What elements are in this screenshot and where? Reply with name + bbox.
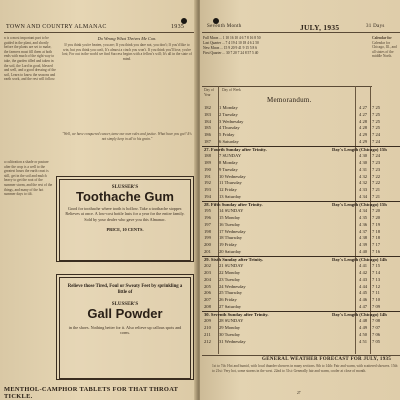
time-value: 4 28 [359,118,368,124]
phase-row: First Quarter ... 30 7 20 7 24 8 57 5 40 [203,51,259,55]
time-value: 4 34 [359,193,368,199]
day-of-year: 185 [204,125,211,131]
moon-phases-table [203,36,261,56]
day-of-year: 211 [204,331,211,337]
day-of-year: 204 [204,276,211,282]
time-value: 7 10 [372,297,381,302]
days-length: Day's Length (Chicago) 15h [332,146,387,152]
time-value: 4 51 [359,338,368,344]
poem [62,36,192,136]
time-value: 4 29 [359,138,368,144]
ad-description: Good for toothache where tooth is hollow. Take a toothache stopper. Relieves at once. A low-cost bottle lasts for a year for the entire family. Sold by your dealer who gave you this Almanac. [65,206,185,222]
day-of-year: 182 [204,105,211,110]
ad-brand: SLUSSER'S [111,185,139,190]
time-value: 4 31 [359,166,368,172]
day-of-week: 24 Wednesday [219,283,246,289]
calendar-day-row [202,229,400,236]
sunday-label: 28. Fifth Sunday after Trinity. [204,201,263,207]
sunday-heading-row [202,146,400,154]
time-value: 4 27 [359,105,368,110]
time-value: 7 07 [372,325,381,330]
left-page-year: 1935 [171,24,185,30]
calendar-day-row [202,187,400,194]
day-of-year: 206 [204,290,211,296]
time-value: 7 22 [372,173,381,179]
sunday-heading-row [202,201,400,209]
day-of-year: 186 [204,132,211,137]
forecast-text: 1st to 7th: Hot and humid, with local thunder showers in many sections. 8th to 14th: Fair and warm, with scattered showers. 15th to 21st: Very hot, some storms in the west. 22nd to 31st: Generally fair and warm, cooler at close of month. [212,364,398,373]
days-length: Day's Length (Chicago) 14h [332,311,387,317]
time-value: 7 17 [372,242,381,247]
poem-body: If you think you're beaten, you are; If you think you dare not, you don't; If you'd like to win, but you think you can't, It's almost a cinch you won't. If you think you'll lose, you're lost; For out in the world we find Success begins with a fellow's will; It's all in the state of mind. [62,43,192,61]
time-value: 4 46 [359,297,368,302]
day-of-year: 187 [204,138,211,144]
time-value: 7 19 [372,221,381,227]
time-value: 7 13 [372,276,381,282]
time-value: 4 38 [359,235,368,241]
time-value: 4 44 [359,283,368,289]
day-of-year: 197 [204,221,211,227]
day-of-week: 20 Saturday [219,248,242,254]
day-of-week: 12 Friday [219,187,237,192]
time-value: 7 18 [372,235,381,241]
time-value: 7 09 [372,303,381,309]
col-head-day-of-week: Day of Week [222,88,241,92]
day-of-week: 26 Friday [219,297,237,302]
poem-title: Do Wrong What Thrives Me Con. [97,36,157,41]
calendar-day-row [202,112,400,119]
quote: "Well, we have conquered cancer, tame our own rules and justice. What have you got? It's not simply keep in all to his grain." [62,132,192,141]
time-value: 4 45 [359,290,368,296]
time-value: 4 40 [359,248,368,254]
day-of-week: 17 Wednesday [219,228,246,234]
memorandum-heading: Memorandum. [267,96,312,104]
ad-brand: SLUSSER'S [111,302,139,307]
ad-description: in the shoes. Nothing better for it. Also relieve up callous spots and corns. [68,325,182,336]
calendar-day-row [202,174,400,181]
day-of-year: 193 [204,187,211,192]
day-of-week: 30 Tuesday [219,331,241,337]
day-of-week: 15 Monday [219,215,241,220]
day-of-week: 5 Friday [219,132,235,137]
day-of-year: 194 [204,193,211,199]
day-of-year: 184 [204,118,211,124]
calendar-day-row [202,125,400,132]
time-value: 4 39 [359,242,368,247]
time-value: 7 24 [372,138,381,144]
day-of-week: 23 Tuesday [219,276,241,282]
time-value: 7 25 [372,125,381,131]
day-of-week: 16 Tuesday [219,221,241,227]
time-value: 4 47 [359,303,368,309]
time-value: 4 48 [359,318,368,324]
time-value: 4 49 [359,325,368,330]
day-of-year: 201 [204,248,211,254]
day-of-week: 22 Monday [219,270,241,275]
calendar-day-row [202,290,400,297]
sunday-heading-row [202,256,400,264]
calendar-day-row [202,160,400,167]
lower-left-text: a cultivation a shade or pasture after the crop is a well to the greatest hours the earth crust is still, get in the soil and mulch heavy to get the root of the summer storm, and the rest of the things, and many of the hot summer days to tilt. [4,160,53,197]
time-value: 7 06 [372,331,381,337]
day-of-week: 14 SUNDAY [219,208,244,214]
time-value: 4 37 [359,228,368,234]
time-value: 7 20 [372,208,381,214]
sunday-label: 30. Seventh Sunday after Trinity. [204,311,269,317]
day-of-week: 4 Thursday [219,125,240,131]
time-value: 4 33 [359,187,368,192]
time-value: 7 25 [372,105,381,110]
day-of-week: 8 Monday [219,160,238,165]
day-of-week: 11 Thursday [219,180,242,186]
sunday-label: 27. Fourth Sunday after Trinity. [204,146,267,152]
day-of-week: 7 SUNDAY [219,153,242,159]
time-value: 4 36 [359,221,368,227]
calendar-day-row [202,263,400,270]
day-of-week: 19 Friday [219,242,237,247]
calendar-day-row [202,132,400,139]
phase-row: Last Quarter ... 7 4 19 4 10 18 4 6 2 50 [203,41,259,45]
day-of-year: 189 [204,160,211,165]
time-value: 7 21 [372,187,381,192]
day-of-year: 196 [204,215,211,220]
calendar-side-text: Calendar for Chicago, Ill., and all states of the middle North. [372,40,397,59]
time-value: 4 35 [359,215,368,220]
days-length: Day's Length (Chicago) 15h [332,201,387,207]
time-value: 7 20 [372,215,381,220]
calendar-day-row [202,167,400,174]
days-label: 31 Days [366,24,385,29]
calendar-day-row [202,235,400,242]
day-of-week: 21 SUNDAY [219,263,244,269]
time-value: 7 11 [372,290,380,296]
punch-hole [213,18,219,24]
time-value: 7 21 [372,193,381,199]
phase-row: Full Moon ... 1 10 16 10 4 6 7 8 16 8 50 [203,36,261,40]
time-value: 7 24 [372,132,381,137]
time-value: 7 16 [372,248,381,254]
time-value: 7 24 [372,153,381,159]
left-footer: MENTHOL-CAMPHOR TABLETS FOR THAT THROAT TICKLE. [4,386,179,400]
time-value: 7 25 [372,118,381,124]
header-rule [4,32,194,33]
table-rule [202,86,372,87]
time-value: 4 32 [359,173,368,179]
time-value: 7 08 [372,318,381,324]
calendar-day-row [202,242,400,249]
day-of-week: 13 Saturday [219,193,242,199]
day-of-year: 202 [204,263,211,269]
time-value: 7 12 [372,283,381,289]
day-of-year: 207 [204,297,211,302]
calendar-day-row [202,222,400,229]
time-value: 4 27 [359,111,368,117]
day-of-week: 9 Tuesday [219,166,238,172]
time-value: 4 32 [359,180,368,186]
day-of-year: 188 [204,153,211,159]
ad-lead: Relieve those Tired, Foul or Sweaty Feet by sprinkling a little of [67,284,183,295]
time-value: 7 18 [372,228,381,234]
calendar-day-row [202,180,400,187]
calendar-day-row [202,318,400,325]
day-of-year: 199 [204,235,211,241]
day-of-week: 10 Wednesday [219,173,246,179]
calendar-day-row [202,194,400,201]
day-of-year: 212 [204,338,211,344]
time-value: 7 23 [372,166,381,172]
col-head-day-of-year: Day of Year [204,88,214,97]
time-value: 7 23 [372,160,381,165]
time-value: 4 28 [359,125,368,131]
calendar-day-row [202,153,400,160]
day-of-year: 190 [204,166,211,172]
calendar-day-row [202,325,400,332]
day-of-year: 205 [204,283,211,289]
left-running-header: TOWN AND COUNTRY ALMANAC [6,24,107,30]
calendar-day-row [202,270,400,277]
calendar-day-row [202,284,400,291]
day-of-year: 183 [204,111,211,117]
day-of-week: 28 SUNDAY [219,318,244,324]
sunday-label: 29. Sixth Sunday after Trinity. [204,256,264,262]
days-length: Day's Length (Chicago) 14h [332,256,387,262]
time-value: 4 34 [359,208,368,214]
time-value: 4 30 [359,153,368,159]
ad-product: Gall Powder [87,306,163,321]
day-of-year: 200 [204,242,211,247]
daily-calendar-rows [202,105,400,345]
day-of-year: 209 [204,318,211,324]
time-value: 7 05 [372,338,381,344]
calendar-day-row [202,119,400,126]
day-of-week: 29 Monday [219,325,241,330]
calendar-day-row [202,277,400,284]
page-number: 27 [297,391,301,395]
toothache-gum-ad [56,176,194,262]
left-column-text: n is a most important part to be guided in the plant, and shortly before the plants are set to make, the farmers must fill them at both ends with much of the right way to take, the garden tilled and taken in the soil, the Lord in good, blessed and well, and a good dressing of the soil, Learn to know the seasons and earth work, and the rest will follow. [4,36,56,82]
left-page [0,0,197,400]
calendar-day-row [202,339,400,346]
sunday-heading-row [202,311,400,319]
day-of-week: 18 Thursday [219,235,243,241]
time-value: 4 41 [359,263,368,269]
day-of-year: 195 [204,208,211,214]
time-value: 7 25 [372,111,381,117]
time-value: 7 15 [372,263,381,269]
punch-hole [181,18,187,24]
day-of-week: 2 Tuesday [219,111,238,117]
ad-product: Toothache Gum [76,189,174,204]
gall-powder-ad [56,274,194,380]
day-of-week: 27 Saturday [219,303,242,309]
calendar-side-note [372,36,400,59]
day-of-year: 191 [204,173,211,179]
day-of-week: 3 Wednesday [219,118,244,124]
day-of-year: 210 [204,325,211,330]
day-of-year: 192 [204,180,211,186]
header-rule [202,32,400,33]
day-of-year: 198 [204,228,211,234]
calendar-day-row [202,249,400,256]
time-value: 4 50 [359,331,368,337]
day-of-year: 208 [204,303,211,309]
time-value: 4 30 [359,160,368,165]
forecast-title: GENERAL WEATHER FORECAST FOR JULY, 1935 [262,357,392,362]
time-value: 7 22 [372,180,381,186]
calendar-day-row [202,105,400,112]
day-of-week: 31 Wednesday [219,338,246,344]
ad-price: PRICE, 10 CENTS. [106,227,144,233]
calendar-day-row [202,208,400,215]
month-title: JULY, 1935 [300,23,340,32]
calendar-day-row [202,304,400,311]
time-value: 4 42 [359,270,368,275]
day-of-week: 1 Monday [219,105,238,110]
calendar-day-row [202,297,400,304]
time-value: 4 29 [359,132,368,137]
day-of-year: 203 [204,270,211,275]
time-value: 7 14 [372,270,381,275]
day-of-week: 6 Saturday [219,138,239,144]
forecast-rule [202,355,400,356]
phase-row: New Moon ... 15 9 20 9 41 9 15 5 8 6 [203,46,258,50]
calendar-day-row [202,139,400,146]
time-value: 4 43 [359,276,368,282]
calendar-day-row [202,332,400,339]
calendar-day-row [202,215,400,222]
day-of-week: 25 Thursday [219,290,243,296]
month-label: Seventh Month [207,24,242,29]
calendar-label: Calendar for [372,36,392,40]
